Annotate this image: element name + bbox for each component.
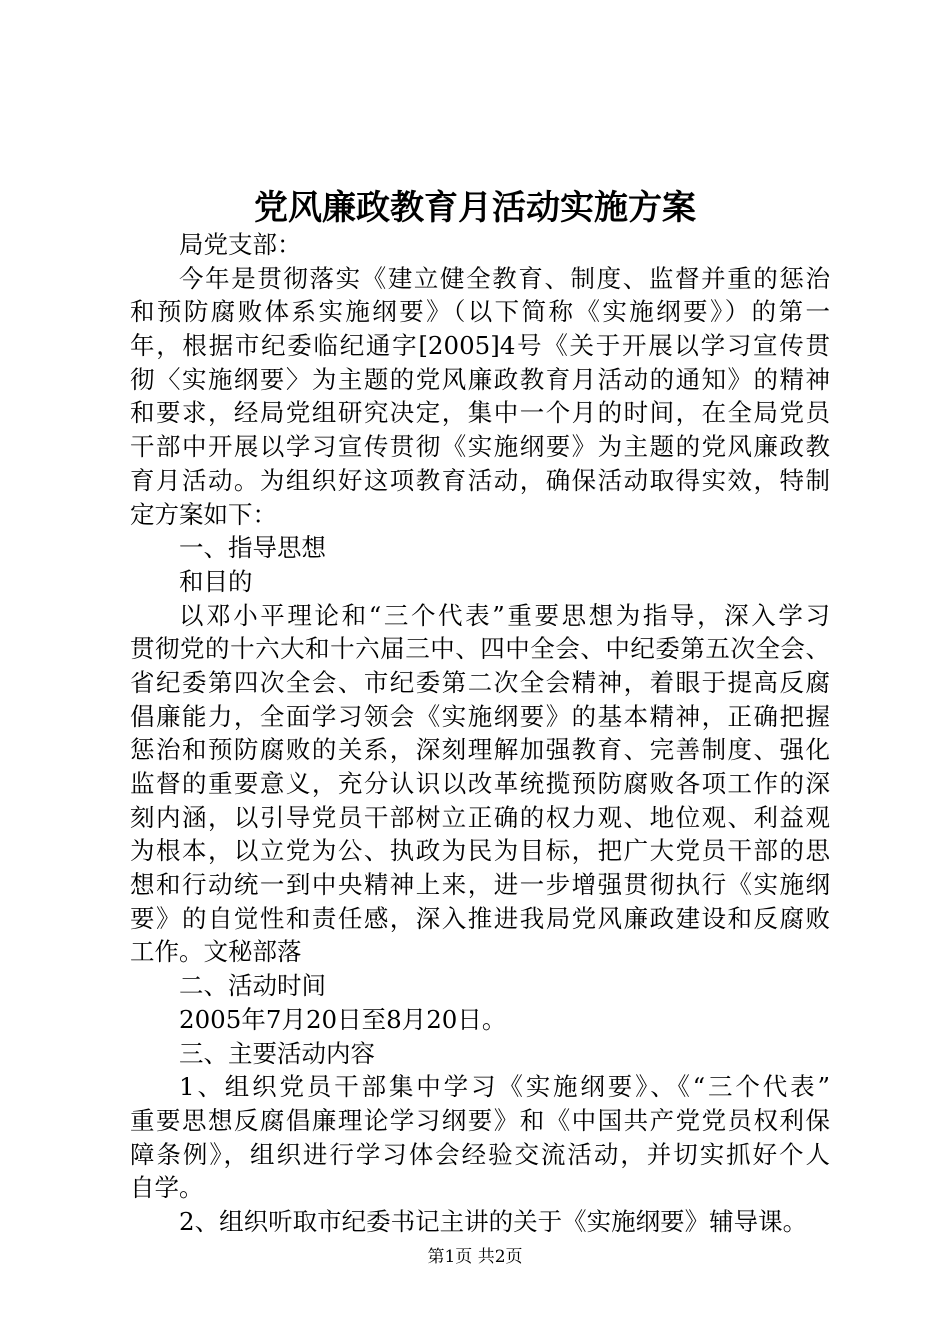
paragraph-line: 惩治和预防腐败的关系，深刻理解加强教育、完善制度、强化 [130,735,830,765]
section-heading: 一、指导思想 [179,533,326,563]
paragraph-line: 为根本，以立党为公、执政为民为目标，把广大党员干部的思 [130,836,830,866]
paragraph-line: 育月活动。为组织好这项教育活动，确保活动取得实效，特制 [130,465,830,495]
paragraph-line: 监督的重要意义，充分认识以改革统揽预防腐败各项工作的深 [130,769,830,798]
section-heading: 三、主要活动内容 [179,1038,375,1068]
paragraph-line: 想和行动统一到中央精神上来，进一步增强贯彻执行《实施纲 [130,870,830,900]
paragraph-line: 干部中开展以学习宣传贯彻《实施纲要》为主题的党风廉政教 [130,432,830,462]
paragraph-line: 定方案如下： [130,499,277,529]
paragraph-line: 1、组织党员干部集中学习《实施纲要》、《“三个代表” [179,1072,830,1102]
paragraph-line: 要》的自觉性和责任感，深入推进我局党风廉政建设和反腐败 [130,903,830,933]
paragraph-line: 障条例》，组织进行学习体会经验交流活动，并切实抓好个人 [130,1139,830,1169]
paragraph-line: 2005年7月20日至8月20日。 [179,1004,507,1034]
paragraph-line: 以邓小平理论和“三个代表”重要思想为指导，深入学习 [179,600,830,630]
paragraph-line: 2、组织听取市纪委书记主讲的关于《实施纲要》辅导课。 [179,1206,808,1236]
paragraph-line: 刻内涵，以引导党员干部树立正确的权力观、地位观、利益观 [130,802,830,832]
paragraph-line: 和要求，经局党组研究决定，集中一个月的时间，在全局党员 [130,398,830,428]
paragraph-line: 重要思想反腐倡廉理论学习纲要》和《中国共产党党员权利保 [130,1105,830,1135]
document-title: 党风廉政教育月活动实施方案 [254,188,696,228]
paragraph-line: 年，根据市纪委临纪通字[2005]4号《关于开展以学习宣传贯 [130,331,830,361]
paragraph-line: 工作。文秘部落 [130,937,302,967]
salutation-line: 局党支部： [179,230,302,259]
paragraph-line: 省纪委第四次全会、市纪委第二次全会精神，着眼于提高反腐 [130,667,830,697]
page-footer: 第1页 共2页 [427,1247,523,1267]
paragraph-line: 彻〈实施纲要〉为主题的党风廉政教育月活动的通知》的精神 [130,364,830,394]
paragraph-line: 贯彻党的十六大和十六届三中、四中全会、中纪委第五次全会、 [130,634,830,664]
paragraph-line: 自学。 [130,1173,204,1203]
paragraph-line: 倡廉能力，全面学习领会《实施纲要》的基本精神，正确把握 [130,701,830,731]
document-body [130,228,830,1239]
section-heading-continuation: 和目的 [179,566,253,596]
paragraph-line: 和预防腐败体系实施纲要》（以下简称《实施纲要》）的第一 [130,297,830,327]
paragraph-line: 今年是贯彻落实《建立健全教育、制度、监督并重的惩治 [179,263,830,293]
section-heading: 二、活动时间 [179,971,326,1001]
